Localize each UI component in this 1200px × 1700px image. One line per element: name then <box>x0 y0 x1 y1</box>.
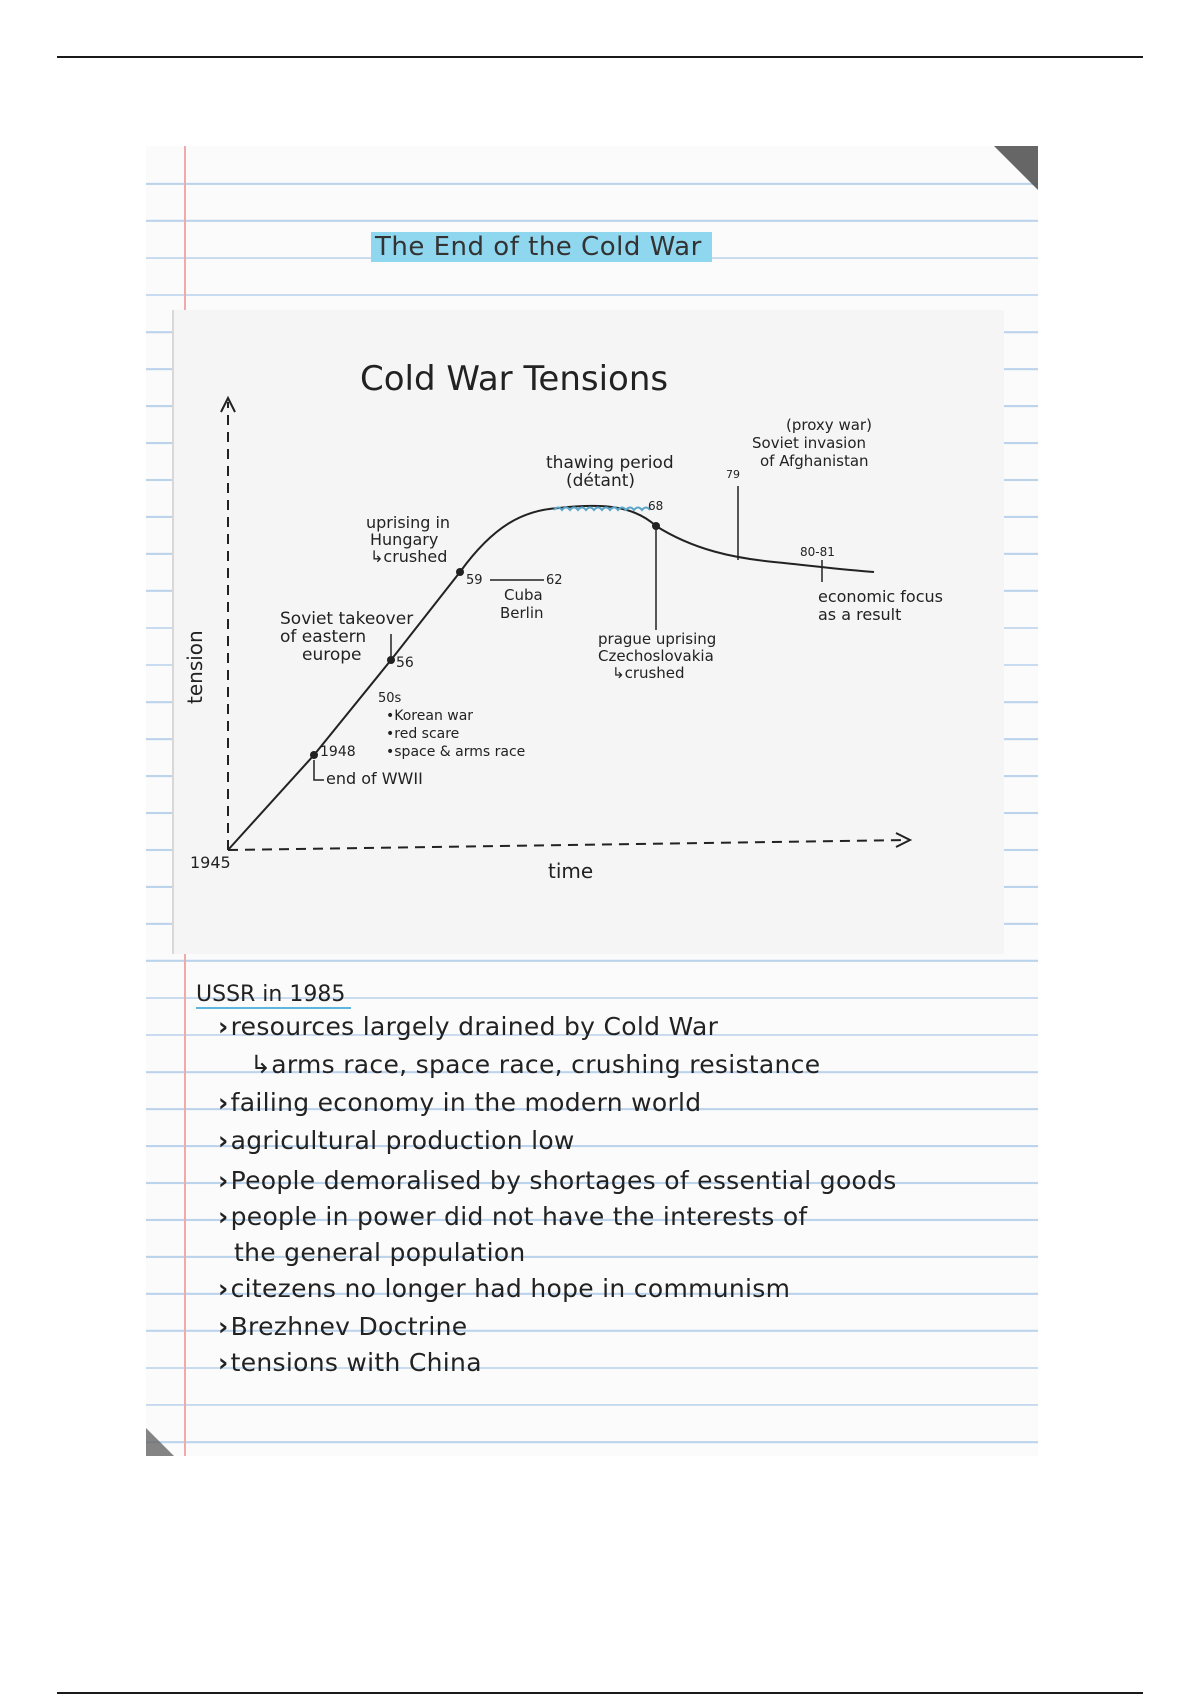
label-80-line1: economic focus <box>818 587 943 606</box>
thaw-squiggle <box>554 508 650 511</box>
chart-title: Cold War Tensions <box>360 359 669 399</box>
label-50s-item2: •red scare <box>386 726 460 742</box>
note-item <box>218 1088 701 1117</box>
label-50s-item1: •Korean war <box>386 708 474 724</box>
note-text: People demoralised by shortages of essential goods <box>230 1166 897 1195</box>
label-59-line2: Hungary <box>370 530 439 549</box>
origin-label: 1945 <box>190 853 231 872</box>
chart-svg <box>174 310 1004 954</box>
note-item <box>218 1202 808 1231</box>
cold-war-tensions-chart <box>172 310 1004 954</box>
label-50s-item3: •space & arms race <box>386 744 526 760</box>
label-79-year: 79 <box>726 468 740 481</box>
label-80-year: 80-81 <box>800 545 835 559</box>
note-item <box>218 1312 467 1341</box>
note-text: ↳arms race, space race, crushing resistance <box>250 1050 821 1079</box>
note-item <box>234 1238 526 1267</box>
x-axis <box>228 840 908 850</box>
page-corner-fold <box>994 146 1038 190</box>
label-68-line1: prague uprising <box>598 630 717 648</box>
label-thaw-line2: (détant) <box>566 471 636 491</box>
label-59-line1: uprising in <box>366 513 451 532</box>
label-68-line2: Czechoslovakia <box>598 647 714 665</box>
label-79-line3: of Afghanistan <box>760 452 869 470</box>
note-text: agricultural production low <box>230 1126 575 1155</box>
label-79-line1: (proxy war) <box>786 416 872 434</box>
bullet-chevron-icon: › <box>218 1274 229 1303</box>
page-corner-fold-bottom <box>146 1428 174 1456</box>
connector-1948 <box>314 760 324 780</box>
note-text: the general population <box>234 1238 526 1267</box>
top-rule <box>57 56 1143 58</box>
label-80-line2: as a result <box>818 605 902 624</box>
label-68-line3: ↳crushed <box>612 664 685 682</box>
note-item <box>218 1348 482 1377</box>
point-1948 <box>310 751 318 759</box>
bullet-chevron-icon: › <box>218 1312 229 1341</box>
label-56-line3: europe <box>302 645 362 665</box>
label-1948-year: 1948 <box>320 744 356 760</box>
note-text: resources largely drained by Cold War <box>230 1012 719 1041</box>
bottom-rule <box>57 1692 1143 1694</box>
note-text: people in power did not have the interests of <box>230 1202 808 1231</box>
point-59 <box>456 568 464 576</box>
bullet-chevron-icon: › <box>218 1012 229 1041</box>
note-item <box>218 1126 575 1155</box>
label-thaw-line1: thawing period <box>546 453 674 473</box>
point-56 <box>387 656 395 664</box>
label-56-line2: of eastern <box>280 627 367 647</box>
label-56-year: 56 <box>396 655 414 671</box>
label-1948-text: end of WWII <box>326 769 423 788</box>
note-item <box>218 1012 718 1041</box>
note-text: citezens no longer had hope in communism <box>230 1274 791 1303</box>
label-62-year: 62 <box>546 573 563 588</box>
bullet-chevron-icon: › <box>218 1202 229 1231</box>
label-79-line2: Soviet invasion <box>752 434 867 452</box>
note-text: Brezhnev Doctrine <box>230 1312 468 1341</box>
x-axis-label: time <box>548 859 594 883</box>
label-59-line3: ↳crushed <box>370 547 448 566</box>
notes-heading: USSR in 1985 <box>196 982 351 1009</box>
label-59-year: 59 <box>466 573 483 588</box>
page-title: The End of the Cold War <box>371 232 712 262</box>
label-56-line1: Soviet takeover <box>280 609 414 629</box>
note-item <box>218 1274 790 1303</box>
notebook-page <box>146 146 1038 1456</box>
bullet-chevron-icon: › <box>218 1126 229 1155</box>
label-68-year: 68 <box>648 499 664 513</box>
note-text: failing economy in the modern world <box>230 1088 702 1117</box>
note-item <box>218 1166 897 1195</box>
bullet-chevron-icon: › <box>218 1348 229 1377</box>
label-62-line2: Berlin <box>500 604 544 622</box>
bullet-chevron-icon: › <box>218 1088 229 1117</box>
y-axis-label: tension <box>183 630 207 704</box>
label-62-line1: Cuba <box>504 586 543 604</box>
tension-curve <box>228 506 874 850</box>
label-50s-head: 50s <box>378 691 402 706</box>
note-text: tensions with China <box>230 1348 482 1377</box>
bullet-chevron-icon: › <box>218 1166 229 1195</box>
note-item <box>250 1050 820 1079</box>
